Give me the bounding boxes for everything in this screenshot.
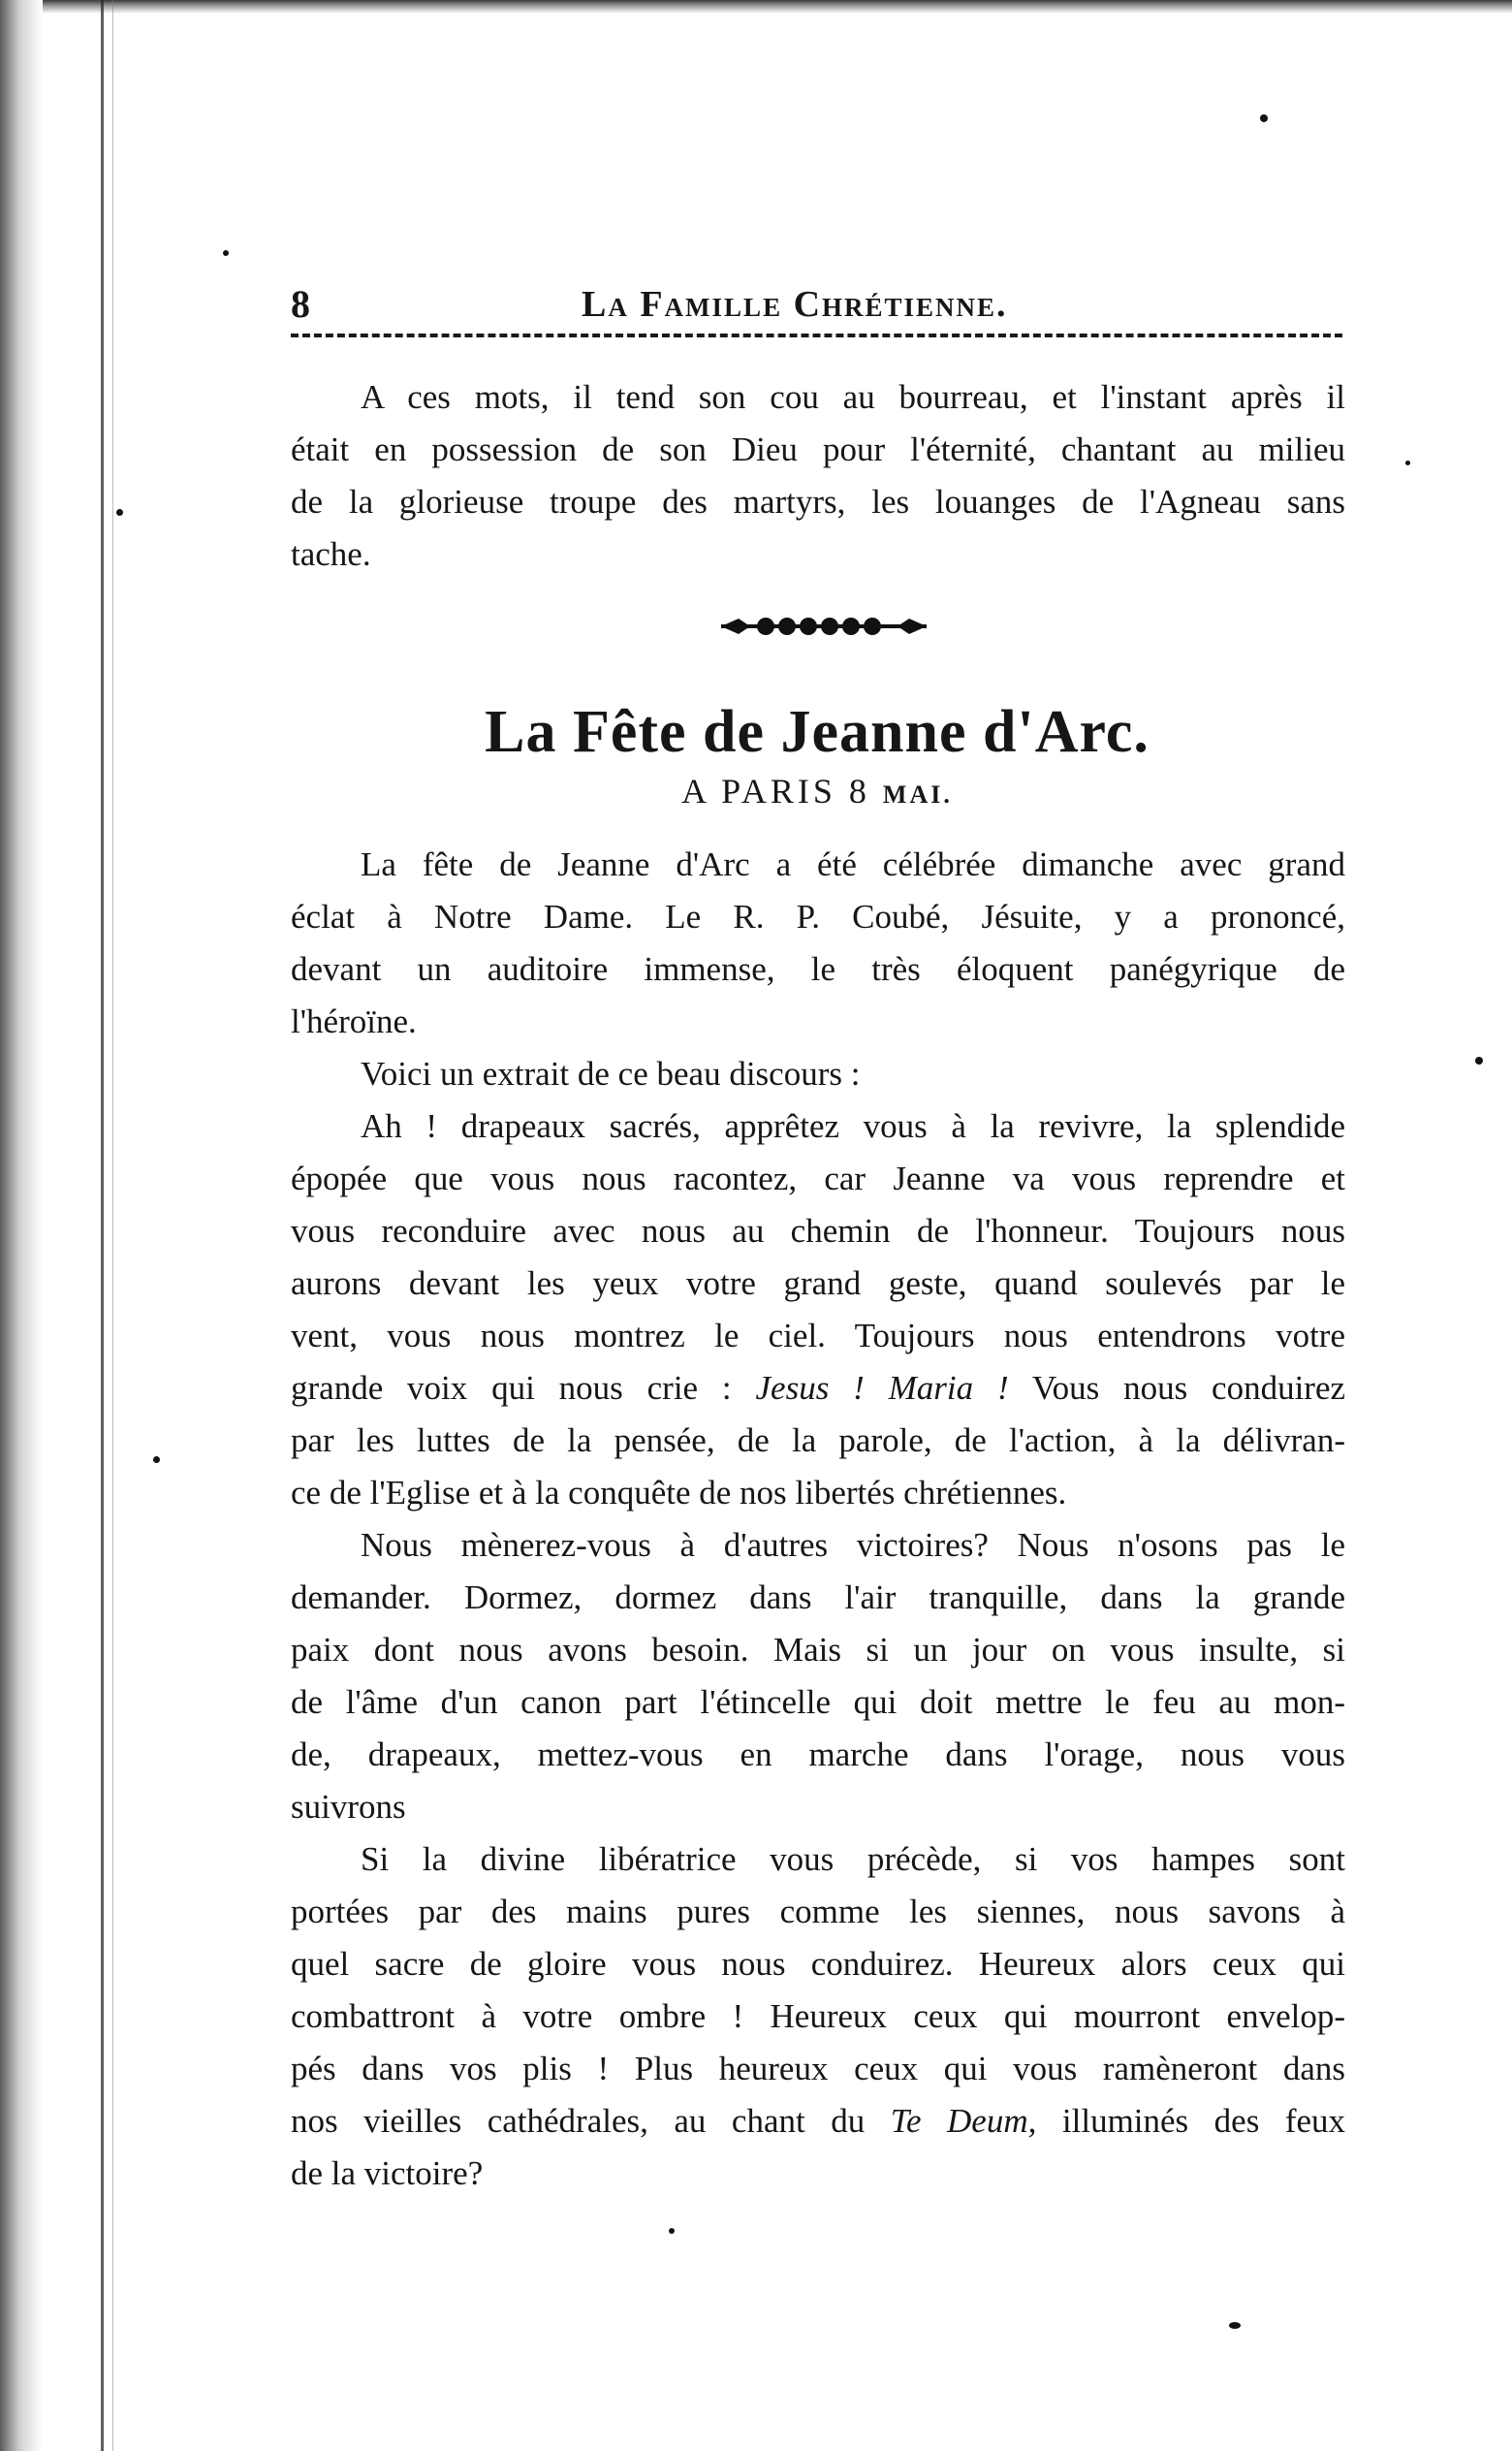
text-line: par les luttes de la pensée, de la parole, de l'action, à la délivran- [291, 1421, 1345, 1459]
ornament-divider-icon [717, 611, 930, 642]
text-line-mixed [291, 2095, 1345, 2148]
text-segment: grande voix qui nous crie : [291, 1369, 732, 1407]
quote-paragraph-1 [291, 1100, 1345, 1519]
text-line: suivrons [291, 1788, 406, 1826]
text-line: éclat à Notre Dame. Le R. P. Coubé, Jésuite, y a prononcé, [291, 898, 1345, 936]
text-line: demander. Dormez, dormez dans l'air tranquille, dans la grande [291, 1578, 1345, 1616]
text-line: combattront à votre ombre ! Heureux ceux qui mourront envelop- [291, 1997, 1345, 2035]
page-content [291, 281, 1357, 2192]
scan-speck [669, 2228, 675, 2234]
text-segment: nos vieilles cathédrales, au chant du [291, 2102, 866, 2140]
text-line: de, drapeaux, mettez-vous en marche dans l'orage, nous vous [291, 1735, 1345, 1773]
page-binding-line [101, 0, 104, 2451]
text-line: tache. [291, 535, 371, 573]
text-line: de l'âme d'un canon part l'étincelle qui doit mettre le feu au mon- [291, 1683, 1345, 1721]
text-line: était en possession de son Dieu pour l'éternité, chantant au milieu [291, 430, 1345, 468]
italic-segment: Te Deum, [890, 2102, 1037, 2140]
scan-speck [116, 509, 123, 516]
text-line: Si la divine libératrice vous précède, si vos hampes sont [361, 1840, 1345, 1878]
text-line: de la glorieuse troupe des martyrs, les louanges de l'Agneau sans [291, 483, 1345, 521]
running-header [291, 281, 1357, 332]
scan-speck [153, 1456, 160, 1463]
text-line: vous reconduire avec nous au chemin de l'honneur. Toujours nous [291, 1212, 1345, 1250]
text-line: Ah ! drapeaux sacrés, apprêtez vous à la revivre, la splendide [361, 1107, 1345, 1145]
text-line: pés dans vos plis ! Plus heureux ceux qui vous ramèneront dans [291, 2050, 1345, 2087]
text-line: de la victoire? [291, 2154, 484, 2192]
text-line: l'héroïne. [291, 1003, 417, 1040]
text-line: épopée que vous nous racontez, car Jeanne va vous reprendre et [291, 1160, 1345, 1197]
running-title: La Famille Chrétienne. [582, 284, 1008, 325]
text-line: devant un auditoire immense, le très éloquent panégyrique de [291, 950, 1345, 988]
quote-paragraph-2 [291, 1519, 1345, 1833]
text-segment: Vous nous conduirez [1031, 1369, 1346, 1407]
text-segment: illuminés des feux [1061, 2102, 1346, 2140]
text-line: Nous mènerez-vous à d'autres victoires? Nous n'osons pas le [361, 1526, 1345, 1564]
article-title: La Fête de Jeanne d'Arc. [485, 699, 1150, 765]
article-subtitle [291, 771, 1343, 812]
extract-intro-paragraph [291, 1048, 1345, 1100]
text-line: La fête de Jeanne d'Arc a été célébrée dimanche avec grand [361, 845, 1345, 883]
text-line: quel sacre de gloire vous nous conduirez. Heureux alors ceux qui [291, 1945, 1345, 1983]
text-line: vent, vous nous montrez le ciel. Toujours nous entendrons votre [291, 1317, 1345, 1354]
page-binding-shadow [0, 0, 43, 2451]
intro-paragraph [291, 839, 1345, 1048]
subtitle-month: MAI. [882, 780, 953, 809]
scan-speck [1405, 461, 1410, 465]
scan-speck [223, 250, 229, 256]
italic-segment: Jesus ! Maria ! [755, 1369, 1009, 1407]
header-rule [291, 334, 1342, 337]
text-line-mixed [291, 1362, 1345, 1415]
text-line: ce de l'Eglise et à la conquête de nos libertés chrétiennes. [291, 1474, 1067, 1512]
text-line: Voici un extrait de ce beau discours : [361, 1055, 861, 1093]
page-binding-line-secondary [112, 0, 113, 2451]
scan-speck [1229, 2322, 1241, 2329]
scan-speck [1475, 1057, 1483, 1065]
continuation-paragraph [291, 371, 1345, 581]
page-number: 8 [291, 282, 310, 326]
subtitle-city: A PARIS 8 [681, 772, 870, 811]
page-top-edge [0, 0, 1512, 14]
scan-speck [1260, 114, 1268, 122]
text-line: portées par des mains pures comme les siennes, nous savons à [291, 1893, 1345, 1930]
quote-paragraph-3 [291, 1833, 1345, 2200]
continuation-block [291, 371, 1345, 581]
text-line: aurons devant les yeux votre grand geste, quand soulevés par le [291, 1264, 1345, 1302]
text-line: A ces mots, il tend son cou au bourreau, et l'instant après il [361, 378, 1345, 416]
article-body [291, 839, 1345, 2200]
text-line: paix dont nous avons besoin. Mais si un jour on vous insulte, si [291, 1631, 1345, 1669]
